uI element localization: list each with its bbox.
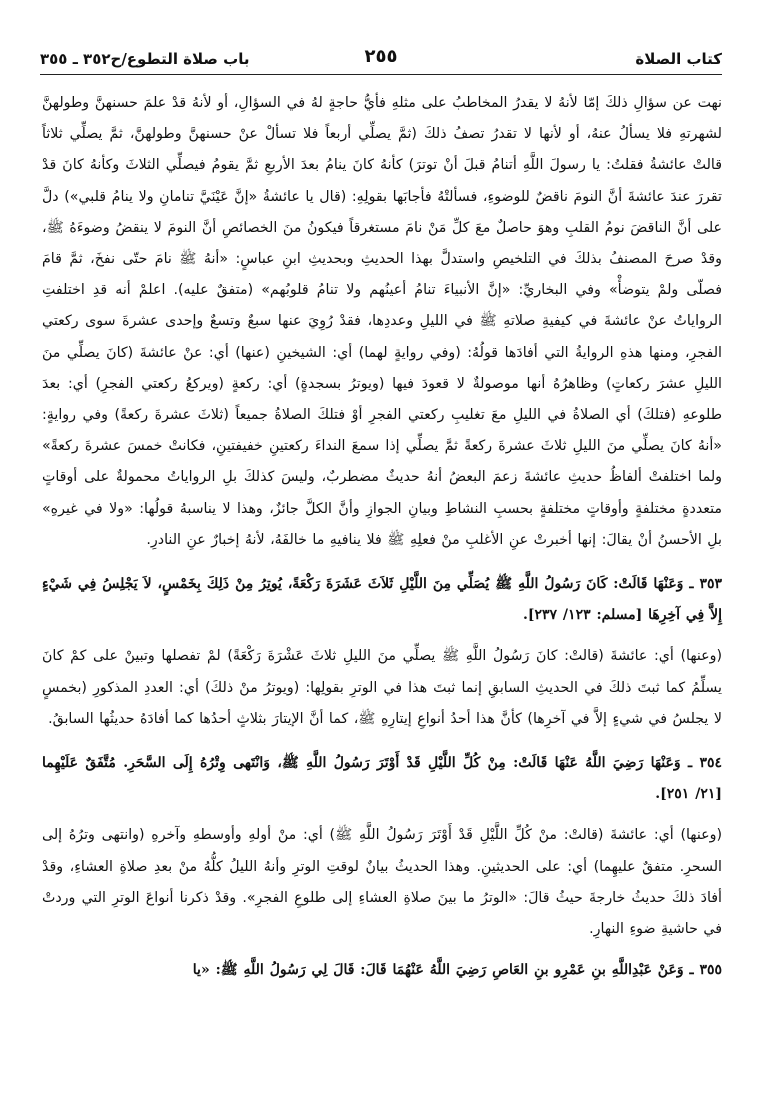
hadith-355: ٣٥٥ ـ وَعَنْ عَبْدِاللَّهِ بنِ عَمْرِو بنِ العَاصِ رَضِيَ اللَّهُ عَنْهُمَا قَالَ: قَالَ لِي رَسُولُ اللَّهِ ﷺ: «يا [192, 962, 722, 979]
page-number: ٢٥٥ [364, 46, 398, 67]
page-body [42, 88, 722, 986]
commentary-paragraph: (وعنها) أي: عائشةَ (قالتْ: منْ كُلِّ اللَّيْلِ قَدْ أَوْتَرَ رَسُولُ اللَّهِ ﷺ) أي: منْ أولهِ وأوسطهِ وآخرهِ (وانتهى وترُهُ إلى السحرِ. متفقٌ عليهِما) أي: على الحديثينِ. وهذا الحديثُ بيانٌ لوقتِ الوترِ وأنهُ الليلُ كلُّهُ منْ بعدِ صلاةِ العشاءِ، وقدْ أفادَ ذلكَ حديثُ خارجةَ حيثُ قالَ: «الوترُ ما بينَ صلاةِ العشاءِ إلى طلوعِ الفجرِ». وقدْ ذكرنا أنواعَ الوترِ التي وردتْ في حاشيةِ ضوءِ النهارِ. [42, 827, 722, 938]
chapter-reference: باب صلاة التطوع/ح٣٥٢ ـ ٣٥٥ [40, 50, 250, 68]
hadith-354: ٣٥٤ ـ وَعَنْهَا رَضِيَ اللَّهُ عَنْهَا قَالَتْ: مِنْ كُلِّ اللَّيْلِ قَدْ أَوْتَرَ رَسُولُ اللَّهِ ﷺ، وَانْتَهى وِتْرُهُ إِلَى السَّحَرِ. مُتَّفَقٌ عَلَيْهِما [٢١/ ٢٥١]. [42, 755, 722, 803]
page-header [40, 40, 722, 75]
book-title: كتاب الصلاة [635, 50, 722, 68]
hadith-353: ٣٥٣ ـ وَعَنْهَا قَالَتْ: كَانَ رَسُولُ اللَّهِ ﷺ يُصَلِّي مِنَ اللَّيْلِ ثَلاَثَ عَشَرَةَ رَكْعَةً، يُوتِرُ مِنْ ذَلِكَ بِخَمْسٍ، لاَ يَجْلِسُ فِي شَيْءٍ إِلاَّ فِي آخِرِهَا [مسلم: ١٢٣/ ٢٣٧]. [42, 576, 722, 624]
commentary-paragraph: نهت عن سؤالِ ذلكَ إمّا لأنهُ لا يقدرُ المخاطبُ على مثلهِ فأيُّ حاجةٍ لهُ في السؤالِ، أو لأنهُ قدْ علمَ حسنهنَّ وطولهنَّ لشهرتهِ فلا يسألُ عنهُ، أو لأنها لا تقدرُ تصفُ ذلكَ (ثمَّ يصلِّي أربعاً فلا تسألْ عنْ حسنهنَّ وطولهنَّ، ثمَّ يصلِّي ثلاثاً قالتْ عائشةُ فقلتُ: يا رسولَ اللَّهِ أتنامُ قبلَ أنْ توترَ) كأنهُ كانَ ينامُ بعدَ الأربعِ ثمَّ يقومُ فيصلِّي الثلاثَ وكأنهُ كانَ قدْ تقررَ عندَ عائشةَ أنَّ النومَ ناقضٌ للوضوءِ، فسألتْهُ فأجابَها بقولِهِ: (قال يا عائشةُ «إنَّ عَيْنَيَّ تنامانِ ولا ينامُ قلبي») دلَّ على أنَّ الناقضَ نومُ القلبِ وهوَ حاصلٌ معَ كلِّ مَنْ نامَ مستغرقاً فيكونُ منَ الخصائصِ أنَّ النومَ لا ينقضُ وضوءَهُ ﷺ، وقدْ صرحَ المصنفُ بذلكَ في التلخيصِ واستدلَّ بهذا الحديثِ وبحديثِ ابنِ عباسٍ: «أنهُ ﷺ نامَ حتّى نفخَ، ثمَّ قامَ فصلّى ولمْ يتوضأْ» وفي البخاريِّ: «إنَّ الأنبياءَ تنامُ أعينُهم ولا تنامُ قلوبُهم» (متفقٌ عليه). اعلمْ أنه قدِ اختلفتِ الرواياتُ عنْ عائشةَ في كيفيةِ صلاتهِ ﷺ في الليلِ وعددِها، فقدْ رُوِيَ عنها سبعٌ وتسعٌ وإحدى عشرةَ سوى ركعتي الفجرِ، ومنها هذهِ الروايةُ التي أفادَها قولُهُ: (وفي روايةٍ لهما) أي: الشيخينِ (عنها) أي: عنْ عائشةَ (كانَ يصلِّي منَ الليلِ عشرَ ركعاتٍ) وظاهرُهُ أنها موصولةٌ لا قعودَ فيها (ويوترُ بسجدةٍ) أي: ركعةٍ (ويركعُ ركعتي الفجرِ) أي: بعدَ طلوعهِ (فتلكَ) أي الصلاةُ في الليلِ معَ تغليبِ ركعتي الفجرِ أوْ فتلكَ الصلاةُ جميعاً (ثلاثَ عشرةَ ركعةً) وفي روايةٍ: «أنهُ كانَ يصلِّي منَ الليلِ ثلاثَ عشرةَ ركعةً ثمَّ يصلِّي إذا سمعَ النداءَ ركعتينِ خفيفتينِ، فكانتْ خمسَ عشرةَ ركعةً» ولما اختلفتْ ألفاظُ حديثِ عائشةَ زعمَ البعضُ أنهُ حديثٌ مضطربٌ، وليسَ كذلكَ بلِ الرواياتُ محمولةٌ على أوقاتٍ متعددةٍ مختلفةٍ وأوقاتٍ مختلفةٍ بحسبِ النشاطِ وبيانِ الجوازِ وأنَّ الكلَّ جائزٌ، وهذا لا يناسبهُ قولُها: «ولا في غيرهِ» بلِ الأحسنُ أنْ يقالَ: إنها أخبرتْ عنِ الأغلبِ منْ فعلِهِ ﷺ فلا ينافيهِ ما خالفَهُ، لأنهُ إخبارٌ عنِ النادرِ. [42, 95, 722, 548]
commentary-paragraph: (وعنها) أي: عائشةَ (قالتْ: كانَ رَسُولُ اللَّهِ ﷺ يصلِّي منَ الليلِ ثلاثَ عَشْرَةَ رَكْعَةً) لمْ تفصلها وتبينْ على كمْ كانَ يسلِّمُ كما ثبتَ ذلكَ في الحديثِ السابقِ إنما ثبتَ هذا في الوترِ بقولِها: (ويوترُ منْ ذلكَ) أي: العددِ المذكورِ (بخمسٍ لا يجلسُ في شيءٍ إلاَّ في آخرِها) كأنَّ هذا أحدُ أنواعِ إيتارِهِ ﷺ، كما أنَّ الإيتارَ بثلاثٍ أحدُها كما أفادَهُ حديثُها السابقُ. [42, 648, 722, 727]
